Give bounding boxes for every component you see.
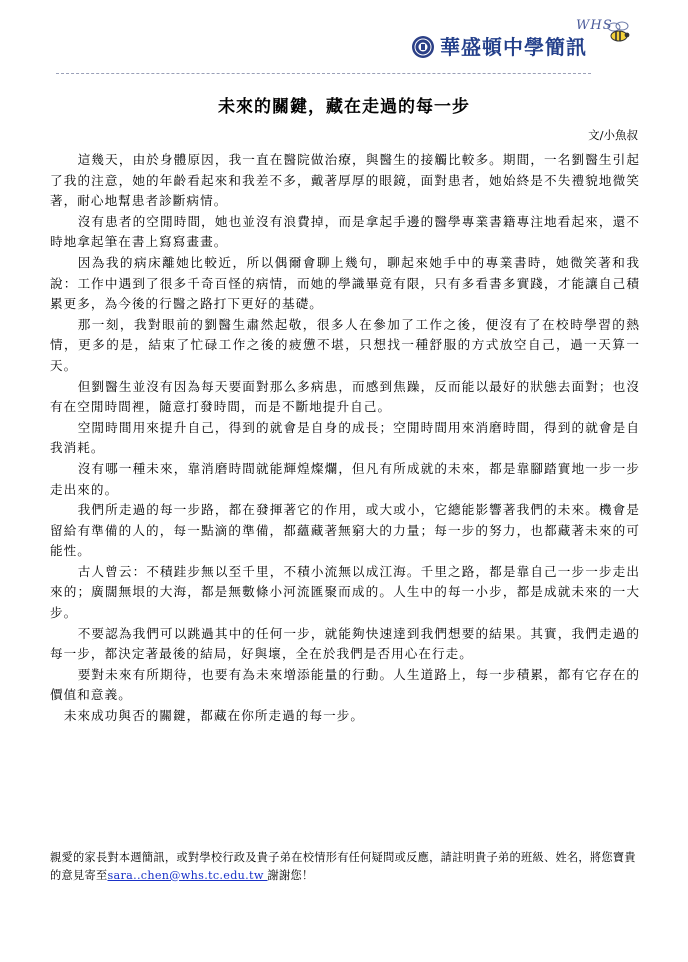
article-body	[50, 150, 640, 727]
paragraph: 未來成功與否的關鍵，都藏在你所走過的每一步。	[63, 708, 365, 724]
paragraph: 因為我的病床離她比較近，所以偶爾會聊上幾句，聊起來她手中的專業書時，她微笑著和我說：工作中遇到了很多千奇百怪的病情，而她的學識畢竟有限，只有多看書多實踐，才能讓自己積累更多，為今後的行醫之路打下更好的基礎。	[50, 254, 640, 312]
paragraph: 那一刻，我對眼前的劉醫生肅然起敬，很多人在參加了工作之後，便沒有了在校時學習的熱情，更多的是，結束了忙碌工作之後的疲憊不堪，只想找一種舒服的方式放空自己，過一天算一天。	[50, 316, 640, 373]
paragraph: 沒有哪一種未來，靠消磨時間就能輝煌燦爛，但凡有所成就的未來，都是靠腳踏實地一步一步走出來的。	[50, 460, 640, 497]
school-name: 華盛頓中學簡訊	[440, 35, 587, 59]
paragraph: 但劉醫生並沒有因為每天要面對那么多病患，而感到焦躁，反而能以最好的狀態去面對；也沒有在空閒時間裡，隨意打發時間，而是不斷地提升自己。	[50, 378, 640, 415]
whs-mark: WHS	[576, 18, 613, 33]
paragraph: 要對未來有所期待，也要有為未來增添能量的行動。人生道路上，每一步積累，都有它存在的價值和意義。	[50, 666, 640, 703]
footer-text: 親愛的家長對本週簡訊，或對學校行政及貴子弟在校情形有任何疑問或反應，請註明貴子弟的班級、姓名，將您寶貴的意見寄至	[50, 851, 636, 882]
footer-thanks: 謝謝您！	[267, 868, 314, 882]
article-title: 未來的關鍵，藏在走過的每一步	[218, 97, 470, 117]
paragraph: 沒有患者的空閒時間，她也並沒有浪費掉，而是拿起手邊的醫學專業書籍專注地看起來，還不時地拿起筆在書上寫寫畫畫。	[50, 213, 640, 250]
newsletter-header	[0, 0, 688, 76]
paragraph: 空閒時間用來提升自己，得到的就會是自身的成長；空閒時間用來消磨時間，得到的就會是自我消耗。	[50, 419, 640, 456]
bee-icon	[606, 20, 634, 46]
header-divider	[56, 73, 591, 74]
contact-email-link[interactable]: sara..chen@whs.tc.edu.tw	[107, 868, 268, 882]
paragraph: 古人曾云：不積跬步無以至千里，不積小流無以成江海。千里之路，都是靠自己一步一步走出來的；廣闊無垠的大海，都是無數條小河流匯聚而成的。人生中的每一小步，都是成就未來的一大步。	[50, 563, 640, 621]
article-byline: 文/小魚叔	[588, 128, 638, 142]
paragraph: 我們所走過的每一步路，都在發揮著它的作用，或大或小，它總能影響著我們的未來。機會是留給有準備的人的，每一點滴的準備，都蘊藏著無窮大的力量；每一步的努力，也都藏著未來的可能性。	[50, 502, 640, 559]
paragraph: 不要認為我們可以跳過其中的任何一步，就能夠快速達到我們想要的結果。其實，我們走過的每一步，都決定著最後的結局，好與壞，全在於我們是否用心在行走。	[50, 625, 640, 662]
contact-footer	[50, 849, 642, 884]
school-seal-icon	[411, 35, 435, 59]
paragraph: 這幾天，由於身體原因，我一直在醫院做治療，與醫生的接觸比較多。期間，一名劉醫生引起了我的注意，她的年齡看起來和我差不多，戴著厚厚的眼鏡，面對患者，她始終是不失禮貌地微笑著，耐心地幫患者診斷病情。	[50, 152, 640, 209]
